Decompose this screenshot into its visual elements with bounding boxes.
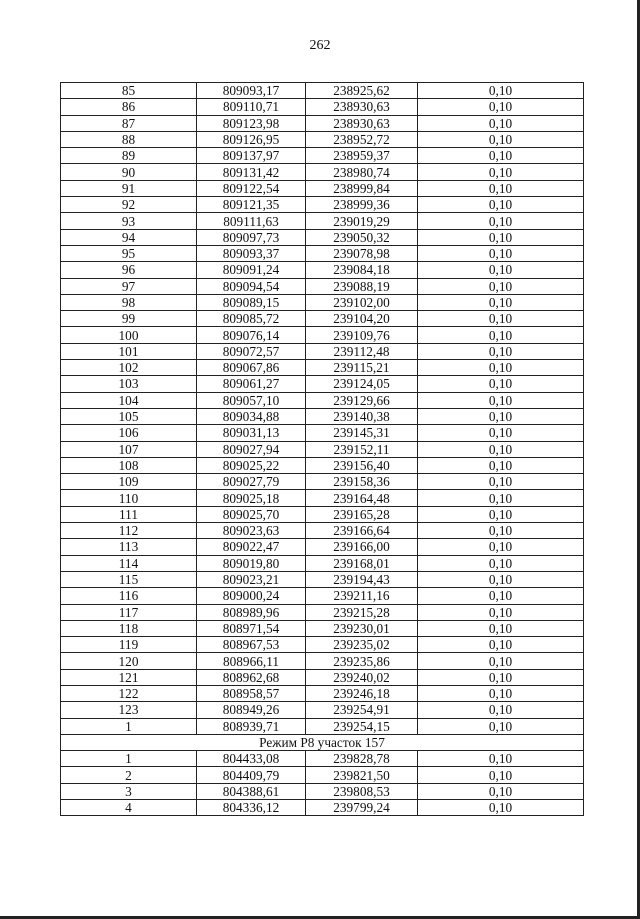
x-coordinate-cell: 809076,14	[197, 327, 306, 343]
value-cell: 0,10	[418, 555, 584, 571]
table-row	[61, 245, 584, 261]
point-number-cell: 94	[61, 229, 197, 245]
point-number-cell: 85	[61, 83, 197, 99]
y-coordinate-cell: 238959,37	[306, 148, 418, 164]
value-cell: 0,10	[418, 800, 584, 816]
value-cell: 0,10	[418, 278, 584, 294]
x-coordinate-cell: 809091,24	[197, 262, 306, 278]
value-cell: 0,10	[418, 685, 584, 701]
x-coordinate-cell: 809126,95	[197, 131, 306, 147]
x-coordinate-cell: 809123,98	[197, 115, 306, 131]
point-number-cell: 115	[61, 571, 197, 587]
point-number-cell: 2	[61, 767, 197, 783]
x-coordinate-cell: 809067,86	[197, 360, 306, 376]
point-number-cell: 103	[61, 376, 197, 392]
value-cell: 0,10	[418, 702, 584, 718]
value-cell: 0,10	[418, 392, 584, 408]
y-coordinate-cell: 238980,74	[306, 164, 418, 180]
section-heading: Режим Р8 участок 157	[61, 734, 584, 750]
value-cell: 0,10	[418, 506, 584, 522]
point-number-cell: 90	[61, 164, 197, 180]
value-cell: 0,10	[418, 408, 584, 424]
x-coordinate-cell: 804388,61	[197, 783, 306, 799]
y-coordinate-cell: 239808,53	[306, 783, 418, 799]
value-cell: 0,10	[418, 262, 584, 278]
y-coordinate-cell: 238999,84	[306, 180, 418, 196]
value-cell: 0,10	[418, 523, 584, 539]
table-row	[61, 523, 584, 539]
table-row	[61, 783, 584, 799]
table-row	[61, 653, 584, 669]
x-coordinate-cell: 809093,37	[197, 245, 306, 261]
point-number-cell: 99	[61, 311, 197, 327]
value-cell: 0,10	[418, 620, 584, 636]
table-row	[61, 294, 584, 310]
value-cell: 0,10	[418, 425, 584, 441]
table-row	[61, 751, 584, 767]
x-coordinate-cell: 809097,73	[197, 229, 306, 245]
table-row	[61, 604, 584, 620]
point-number-cell: 87	[61, 115, 197, 131]
x-coordinate-cell: 808967,53	[197, 637, 306, 653]
table-row	[61, 164, 584, 180]
y-coordinate-cell: 239215,28	[306, 604, 418, 620]
y-coordinate-cell: 239078,98	[306, 245, 418, 261]
value-cell: 0,10	[418, 294, 584, 310]
x-coordinate-cell: 808958,57	[197, 685, 306, 701]
value-cell: 0,10	[418, 148, 584, 164]
table-row	[61, 278, 584, 294]
table-row	[61, 311, 584, 327]
table-row	[61, 800, 584, 816]
point-number-cell: 93	[61, 213, 197, 229]
point-number-cell: 91	[61, 180, 197, 196]
y-coordinate-cell: 239088,19	[306, 278, 418, 294]
point-number-cell: 119	[61, 637, 197, 653]
point-number-cell: 3	[61, 783, 197, 799]
y-coordinate-cell: 239104,20	[306, 311, 418, 327]
point-number-cell: 123	[61, 702, 197, 718]
table-row	[61, 669, 584, 685]
table-row	[61, 83, 584, 99]
value-cell: 0,10	[418, 99, 584, 115]
y-coordinate-cell: 239211,16	[306, 588, 418, 604]
point-number-cell: 110	[61, 490, 197, 506]
x-coordinate-cell: 809072,57	[197, 343, 306, 359]
y-coordinate-cell: 239112,48	[306, 343, 418, 359]
x-coordinate-cell: 809094,54	[197, 278, 306, 294]
x-coordinate-cell: 809122,54	[197, 180, 306, 196]
x-coordinate-cell: 809027,79	[197, 474, 306, 490]
table-row	[61, 262, 584, 278]
y-coordinate-cell: 238925,62	[306, 83, 418, 99]
y-coordinate-cell: 239254,15	[306, 718, 418, 734]
value-cell: 0,10	[418, 83, 584, 99]
value-cell: 0,10	[418, 783, 584, 799]
table-row	[61, 767, 584, 783]
x-coordinate-cell: 808939,71	[197, 718, 306, 734]
y-coordinate-cell: 238930,63	[306, 99, 418, 115]
value-cell: 0,10	[418, 637, 584, 653]
x-coordinate-cell: 808962,68	[197, 669, 306, 685]
table-row	[61, 441, 584, 457]
section-heading-row	[61, 734, 584, 750]
point-number-cell: 88	[61, 131, 197, 147]
y-coordinate-cell: 238999,36	[306, 197, 418, 213]
page-number: 262	[309, 38, 331, 53]
value-cell: 0,10	[418, 115, 584, 131]
value-cell: 0,10	[418, 343, 584, 359]
table-row	[61, 571, 584, 587]
x-coordinate-cell: 809025,18	[197, 490, 306, 506]
point-number-cell: 117	[61, 604, 197, 620]
y-coordinate-cell: 239158,36	[306, 474, 418, 490]
point-number-cell: 4	[61, 800, 197, 816]
value-cell: 0,10	[418, 653, 584, 669]
point-number-cell: 100	[61, 327, 197, 343]
table-row	[61, 213, 584, 229]
x-coordinate-cell: 808971,54	[197, 620, 306, 636]
x-coordinate-cell: 808966,11	[197, 653, 306, 669]
table-row	[61, 343, 584, 359]
x-coordinate-cell: 809110,71	[197, 99, 306, 115]
x-coordinate-cell: 809034,88	[197, 408, 306, 424]
x-coordinate-cell: 809093,17	[197, 83, 306, 99]
y-coordinate-cell: 239799,24	[306, 800, 418, 816]
value-cell: 0,10	[418, 669, 584, 685]
x-coordinate-cell: 809111,63	[197, 213, 306, 229]
point-number-cell: 113	[61, 539, 197, 555]
point-number-cell: 96	[61, 262, 197, 278]
table-row	[61, 327, 584, 343]
table-row	[61, 637, 584, 653]
y-coordinate-cell: 239164,48	[306, 490, 418, 506]
point-number-cell: 98	[61, 294, 197, 310]
y-coordinate-cell: 239246,18	[306, 685, 418, 701]
point-number-cell: 118	[61, 620, 197, 636]
x-coordinate-cell: 809025,22	[197, 457, 306, 473]
y-coordinate-cell: 239152,11	[306, 441, 418, 457]
value-cell: 0,10	[418, 327, 584, 343]
point-number-cell: 107	[61, 441, 197, 457]
table-row	[61, 360, 584, 376]
y-coordinate-cell: 239129,66	[306, 392, 418, 408]
x-coordinate-cell: 804409,79	[197, 767, 306, 783]
point-number-cell: 89	[61, 148, 197, 164]
table-row	[61, 197, 584, 213]
table-row	[61, 588, 584, 604]
y-coordinate-cell: 239821,50	[306, 767, 418, 783]
x-coordinate-cell: 809061,27	[197, 376, 306, 392]
point-number-cell: 104	[61, 392, 197, 408]
table-row	[61, 490, 584, 506]
y-coordinate-cell: 239115,21	[306, 360, 418, 376]
point-number-cell: 1	[61, 751, 197, 767]
value-cell: 0,10	[418, 539, 584, 555]
point-number-cell: 92	[61, 197, 197, 213]
table-row	[61, 457, 584, 473]
table-row	[61, 376, 584, 392]
table-row	[61, 392, 584, 408]
x-coordinate-cell: 809131,42	[197, 164, 306, 180]
value-cell: 0,10	[418, 588, 584, 604]
point-number-cell: 97	[61, 278, 197, 294]
value-cell: 0,10	[418, 245, 584, 261]
point-number-cell: 116	[61, 588, 197, 604]
y-coordinate-cell: 239168,01	[306, 555, 418, 571]
x-coordinate-cell: 809000,24	[197, 588, 306, 604]
x-coordinate-cell: 804336,12	[197, 800, 306, 816]
x-coordinate-cell: 809022,47	[197, 539, 306, 555]
y-coordinate-cell: 239166,64	[306, 523, 418, 539]
point-number-cell: 108	[61, 457, 197, 473]
y-coordinate-cell: 239240,02	[306, 669, 418, 685]
table-row	[61, 506, 584, 522]
y-coordinate-cell: 239145,31	[306, 425, 418, 441]
value-cell: 0,10	[418, 213, 584, 229]
table-row	[61, 685, 584, 701]
table-row	[61, 539, 584, 555]
x-coordinate-cell: 809057,10	[197, 392, 306, 408]
point-number-cell: 95	[61, 245, 197, 261]
table-row	[61, 425, 584, 441]
table-row	[61, 718, 584, 734]
value-cell: 0,10	[418, 164, 584, 180]
value-cell: 0,10	[418, 490, 584, 506]
value-cell: 0,10	[418, 751, 584, 767]
point-number-cell: 109	[61, 474, 197, 490]
value-cell: 0,10	[418, 180, 584, 196]
table-row	[61, 180, 584, 196]
x-coordinate-cell: 804433,08	[197, 751, 306, 767]
value-cell: 0,10	[418, 604, 584, 620]
coordinates-rows-part-2	[61, 751, 584, 816]
point-number-cell: 105	[61, 408, 197, 424]
point-number-cell: 111	[61, 506, 197, 522]
point-number-cell: 122	[61, 685, 197, 701]
x-coordinate-cell: 809023,21	[197, 571, 306, 587]
coordinates-table	[60, 82, 584, 816]
x-coordinate-cell: 809089,15	[197, 294, 306, 310]
value-cell: 0,10	[418, 360, 584, 376]
x-coordinate-cell: 809031,13	[197, 425, 306, 441]
x-coordinate-cell: 809019,80	[197, 555, 306, 571]
y-coordinate-cell: 239194,43	[306, 571, 418, 587]
y-coordinate-cell: 238930,63	[306, 115, 418, 131]
value-cell: 0,10	[418, 197, 584, 213]
y-coordinate-cell: 239140,38	[306, 408, 418, 424]
value-cell: 0,10	[418, 376, 584, 392]
y-coordinate-cell: 239156,40	[306, 457, 418, 473]
x-coordinate-cell: 809023,63	[197, 523, 306, 539]
value-cell: 0,10	[418, 718, 584, 734]
value-cell: 0,10	[418, 474, 584, 490]
y-coordinate-cell: 239084,18	[306, 262, 418, 278]
x-coordinate-cell: 809121,35	[197, 197, 306, 213]
table-row	[61, 99, 584, 115]
table-row	[61, 734, 584, 750]
x-coordinate-cell: 808989,96	[197, 604, 306, 620]
table-row	[61, 408, 584, 424]
x-coordinate-cell: 809027,94	[197, 441, 306, 457]
table-row	[61, 229, 584, 245]
point-number-cell: 120	[61, 653, 197, 669]
x-coordinate-cell: 809085,72	[197, 311, 306, 327]
y-coordinate-cell: 239235,86	[306, 653, 418, 669]
point-number-cell: 86	[61, 99, 197, 115]
y-coordinate-cell: 238952,72	[306, 131, 418, 147]
y-coordinate-cell: 239050,32	[306, 229, 418, 245]
y-coordinate-cell: 239102,00	[306, 294, 418, 310]
table-row	[61, 131, 584, 147]
value-cell: 0,10	[418, 441, 584, 457]
table-row	[61, 555, 584, 571]
y-coordinate-cell: 239124,05	[306, 376, 418, 392]
point-number-cell: 112	[61, 523, 197, 539]
coordinates-rows-part-1	[61, 83, 584, 735]
point-number-cell: 1	[61, 718, 197, 734]
y-coordinate-cell: 239254,91	[306, 702, 418, 718]
y-coordinate-cell: 239166,00	[306, 539, 418, 555]
value-cell: 0,10	[418, 229, 584, 245]
table-row	[61, 474, 584, 490]
value-cell: 0,10	[418, 767, 584, 783]
y-coordinate-cell: 239165,28	[306, 506, 418, 522]
y-coordinate-cell: 239235,02	[306, 637, 418, 653]
x-coordinate-cell: 809025,70	[197, 506, 306, 522]
point-number-cell: 102	[61, 360, 197, 376]
value-cell: 0,10	[418, 457, 584, 473]
y-coordinate-cell: 239828,78	[306, 751, 418, 767]
table-row	[61, 620, 584, 636]
y-coordinate-cell: 239109,76	[306, 327, 418, 343]
y-coordinate-cell: 239230,01	[306, 620, 418, 636]
value-cell: 0,10	[418, 131, 584, 147]
point-number-cell: 114	[61, 555, 197, 571]
point-number-cell: 121	[61, 669, 197, 685]
value-cell: 0,10	[418, 571, 584, 587]
table-row	[61, 148, 584, 164]
y-coordinate-cell: 239019,29	[306, 213, 418, 229]
x-coordinate-cell: 808949,26	[197, 702, 306, 718]
point-number-cell: 101	[61, 343, 197, 359]
value-cell: 0,10	[418, 311, 584, 327]
table-row	[61, 702, 584, 718]
table-row	[61, 115, 584, 131]
x-coordinate-cell: 809137,97	[197, 148, 306, 164]
point-number-cell: 106	[61, 425, 197, 441]
